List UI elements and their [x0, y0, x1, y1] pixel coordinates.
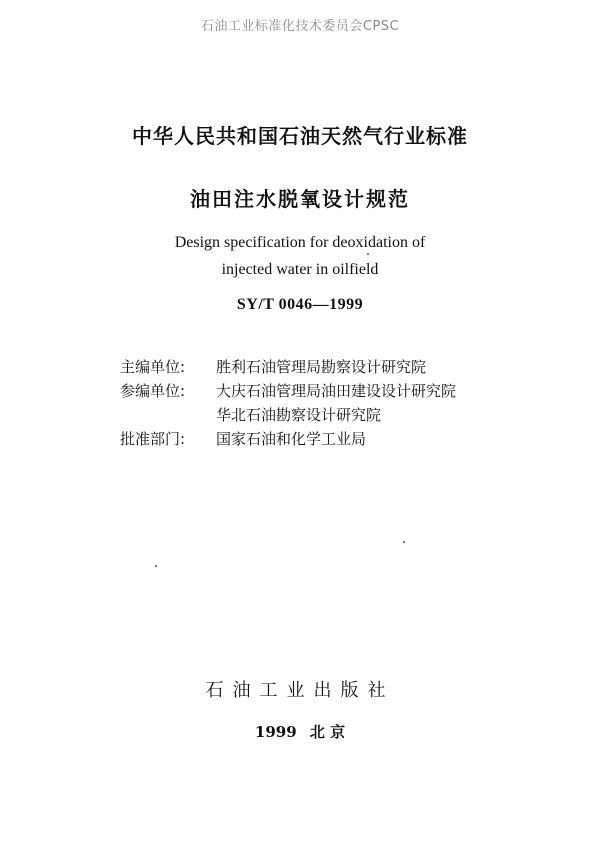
publish-place: 北 京: [309, 723, 346, 741]
publisher-name: 石油工业出版社: [205, 680, 395, 701]
organization-info: [120, 354, 456, 450]
info-value: 胜利石油管理局勘察设计研究院: [216, 357, 427, 376]
info-value: 大庆石油管理局油田建设设计研究院: [216, 381, 457, 400]
standard-category-title: 中华人民共和国石油天然气行业标准: [132, 124, 468, 148]
publish-year: 1999: [254, 723, 297, 741]
info-value: 国家石油和化学工业局: [216, 429, 367, 448]
info-label: 主编单位:: [120, 357, 186, 376]
scan-speck: [403, 541, 405, 543]
standard-code: SY/T 0046—1999: [236, 296, 364, 313]
info-label: 参编单位:: [120, 381, 186, 400]
document-title-cn: 油田注水脱氧设计规范: [190, 187, 410, 211]
watermark-text: 石油工业标准化技术委员会CPSC: [200, 19, 400, 34]
info-row-approval-department: [120, 426, 456, 450]
scan-speck: [155, 565, 157, 567]
info-row-participating-editor: [120, 378, 456, 402]
publish-year-place: [0, 721, 600, 742]
info-row-participating-editor-2: [120, 402, 456, 426]
title-en-line-2: injected water in oilfield: [221, 261, 379, 278]
info-row-chief-editor: [120, 354, 456, 378]
info-value: 华北石油勘察设计研究院: [216, 405, 382, 424]
title-en-line-1: Design specification for deoxidation of: [174, 234, 426, 251]
info-label: 批准部门:: [120, 429, 186, 448]
document-title-en: [0, 229, 600, 283]
scan-speck: [367, 253, 369, 255]
